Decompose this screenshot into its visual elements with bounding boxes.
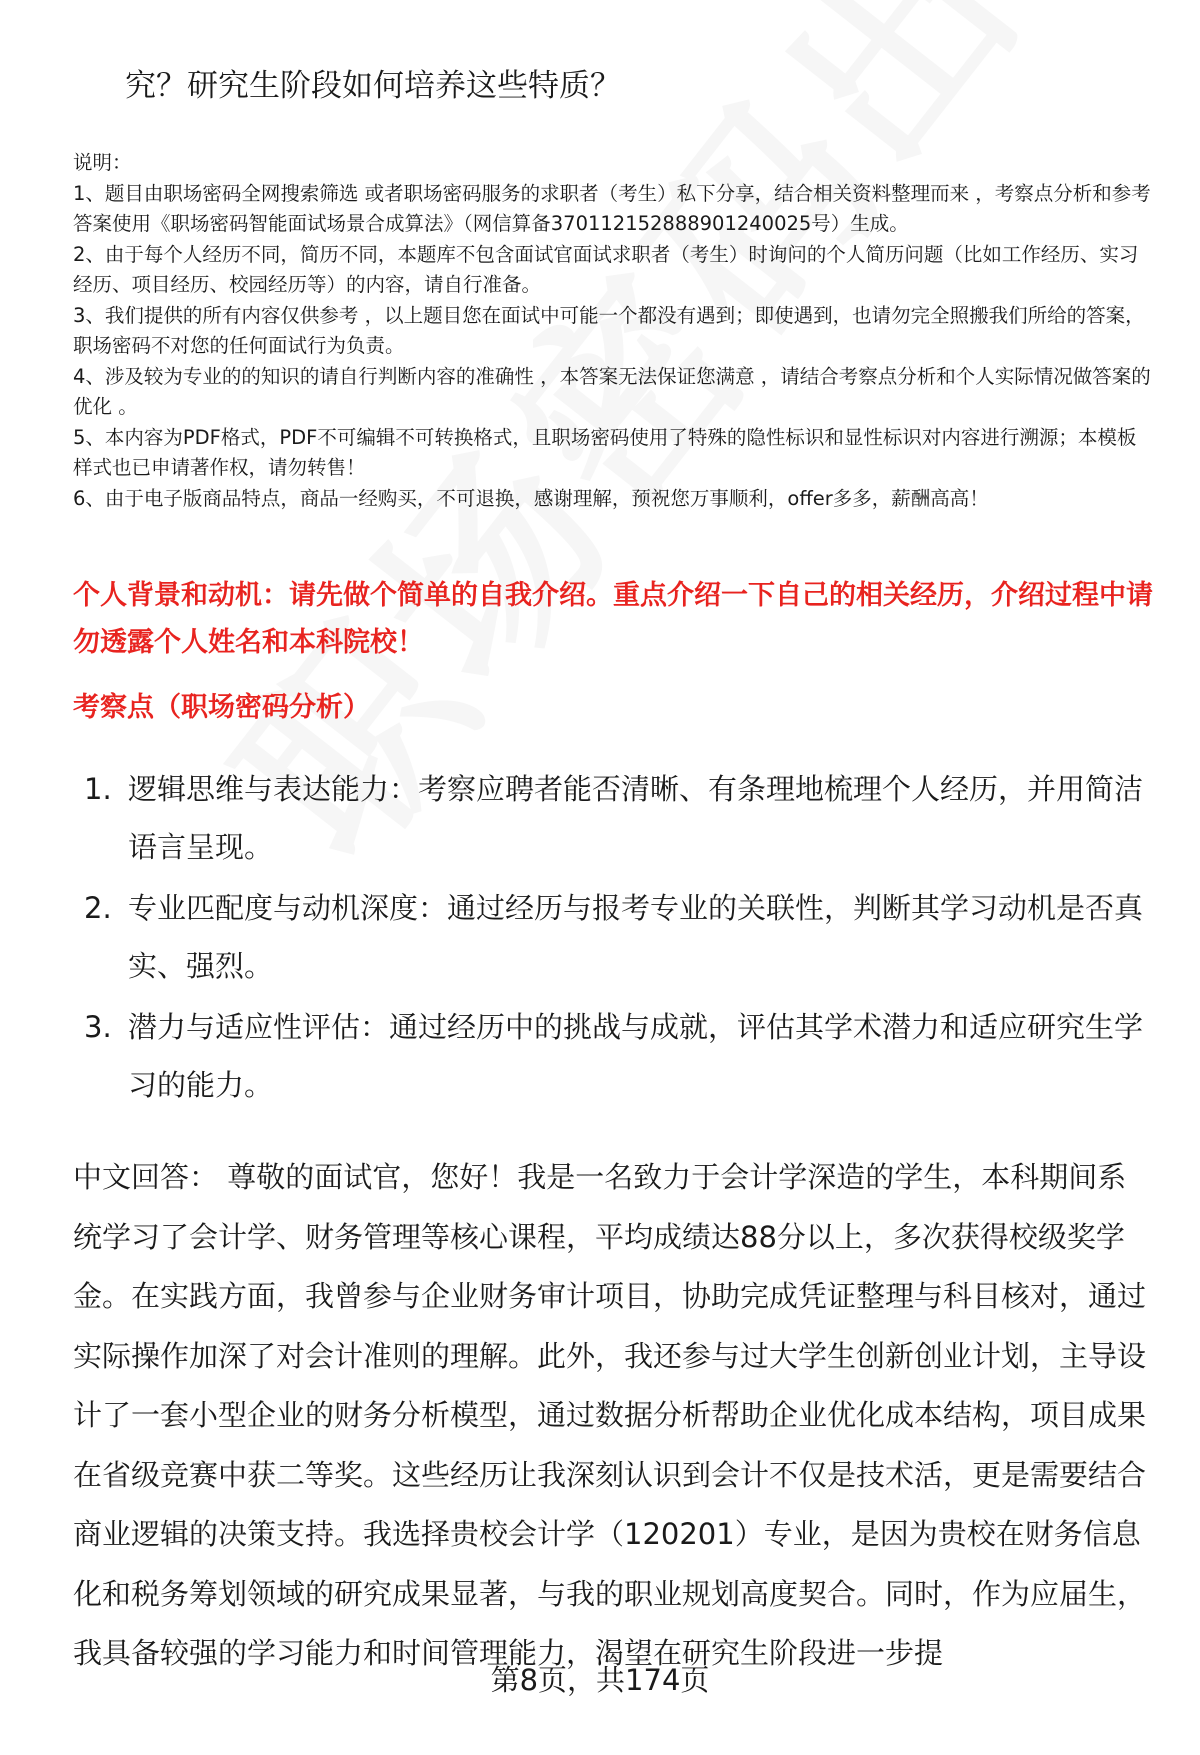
question-heading: 个人背景和动机：请先做个简单的自我介绍。重点介绍一下自己的相关经历，介绍过程中请勿透露个人姓名和本科院校！ bbox=[73, 580, 1153, 658]
analysis-title: 考察点（职场密码分析） bbox=[73, 692, 370, 723]
notes-section bbox=[73, 148, 1153, 514]
note-item: 3、我们提供的所有内容仅供参考 ，以上题目您在面试中可能一个都没有遇到；即使遇到，也请勿完全照搬我们所给的答案，职场密码不对您的任何面试行为负责。 bbox=[73, 303, 1145, 357]
note-item: 1、题目由职场密码全网搜索筛选 或者职场密码服务的求职者（考生）私下分享，结合相关资料整理而来 ，考察点分析和参考答案使用《职场密码智能面试场景合成算法》（网信算备370112152888901240025号）生成。 bbox=[73, 181, 1151, 235]
point-number: 2. bbox=[84, 891, 112, 925]
point-text: 专业匹配度与动机深度：通过经历与报考专业的关联性，判断其学习动机是否真实、强烈。 bbox=[128, 891, 1144, 983]
analysis-point bbox=[82, 879, 1152, 995]
analysis-point bbox=[82, 998, 1152, 1114]
note-item: 6、由于电子版商品特点，商品一经购买，不可退换，感谢理解，预祝您万事顺利，offer多多，薪酬高高！ bbox=[73, 486, 989, 510]
note-item: 5、本内容为PDF格式，PDF不可编辑不可转换格式，且职场密码使用了特殊的隐性标识和显性标识对内容进行溯源；本模板样式也已申请著作权，请勿转售！ bbox=[73, 425, 1137, 479]
previous-question-fragment: 究？研究生阶段如何培养这些特质？ bbox=[125, 68, 621, 104]
note-item: 4、涉及较为专业的的知识的请自行判断内容的准确性 ，本答案无法保证您满意 ，请结合考察点分析和个人实际情况做答案的优化 。 bbox=[73, 364, 1151, 418]
page-footer: 第8页，共174页 bbox=[490, 1663, 710, 1697]
note-item: 2、由于每个人经历不同，简历不同，本题库不包含面试官面试求职者（考生）时询问的个人简历问题（比如工作经历、实习经历、项目经历、校园经历等）的内容，请自行准备。 bbox=[73, 242, 1139, 296]
point-text: 逻辑思维与表达能力：考察应聘者能否清晰、有条理地梳理个人经历，并用简洁语言呈现。 bbox=[128, 772, 1144, 864]
analysis-point bbox=[82, 760, 1152, 876]
analysis-points bbox=[82, 760, 1152, 1117]
notes-heading: 说明： bbox=[73, 151, 132, 174]
answer-text: 中文回答： 尊敬的面试官，您好！我是一名致力于会计学深造的学生，本科期间系统学习了会计学、财务管理等核心课程，平均成绩达88分以上，多次获得校级奖学金。在实践方面，我曾参与企业财务审计项目，协助完成凭证整理与科目核对，通过实际操作加深了对会计准则的理解。此外，我还参与过大学生创新创业计划，主导设计了一套小型企业的财务分析模型，通过数据分析帮助企业优化成本结构，项目成果在省级竞赛中获二等奖。这些经历让我深刻认识到会计不仅是技术活，更是需要结合商业逻辑的决策支持。我选择贵校会计学（120201）专业，是因为贵校在财务信息化和税务筹划领域的研究成果显著，与我的职业规划高度契合。同时，作为应届生，我具备较强的学习能力和时间管理能力，渴望在研究生阶段进一步提 bbox=[73, 1160, 1147, 1670]
point-number: 3. bbox=[84, 1010, 112, 1044]
point-text: 潜力与适应性评估：通过经历中的挑战与成就，评估其学术潜力和适应研究生学习的能力。 bbox=[128, 1010, 1144, 1102]
point-number: 1. bbox=[84, 772, 112, 806]
